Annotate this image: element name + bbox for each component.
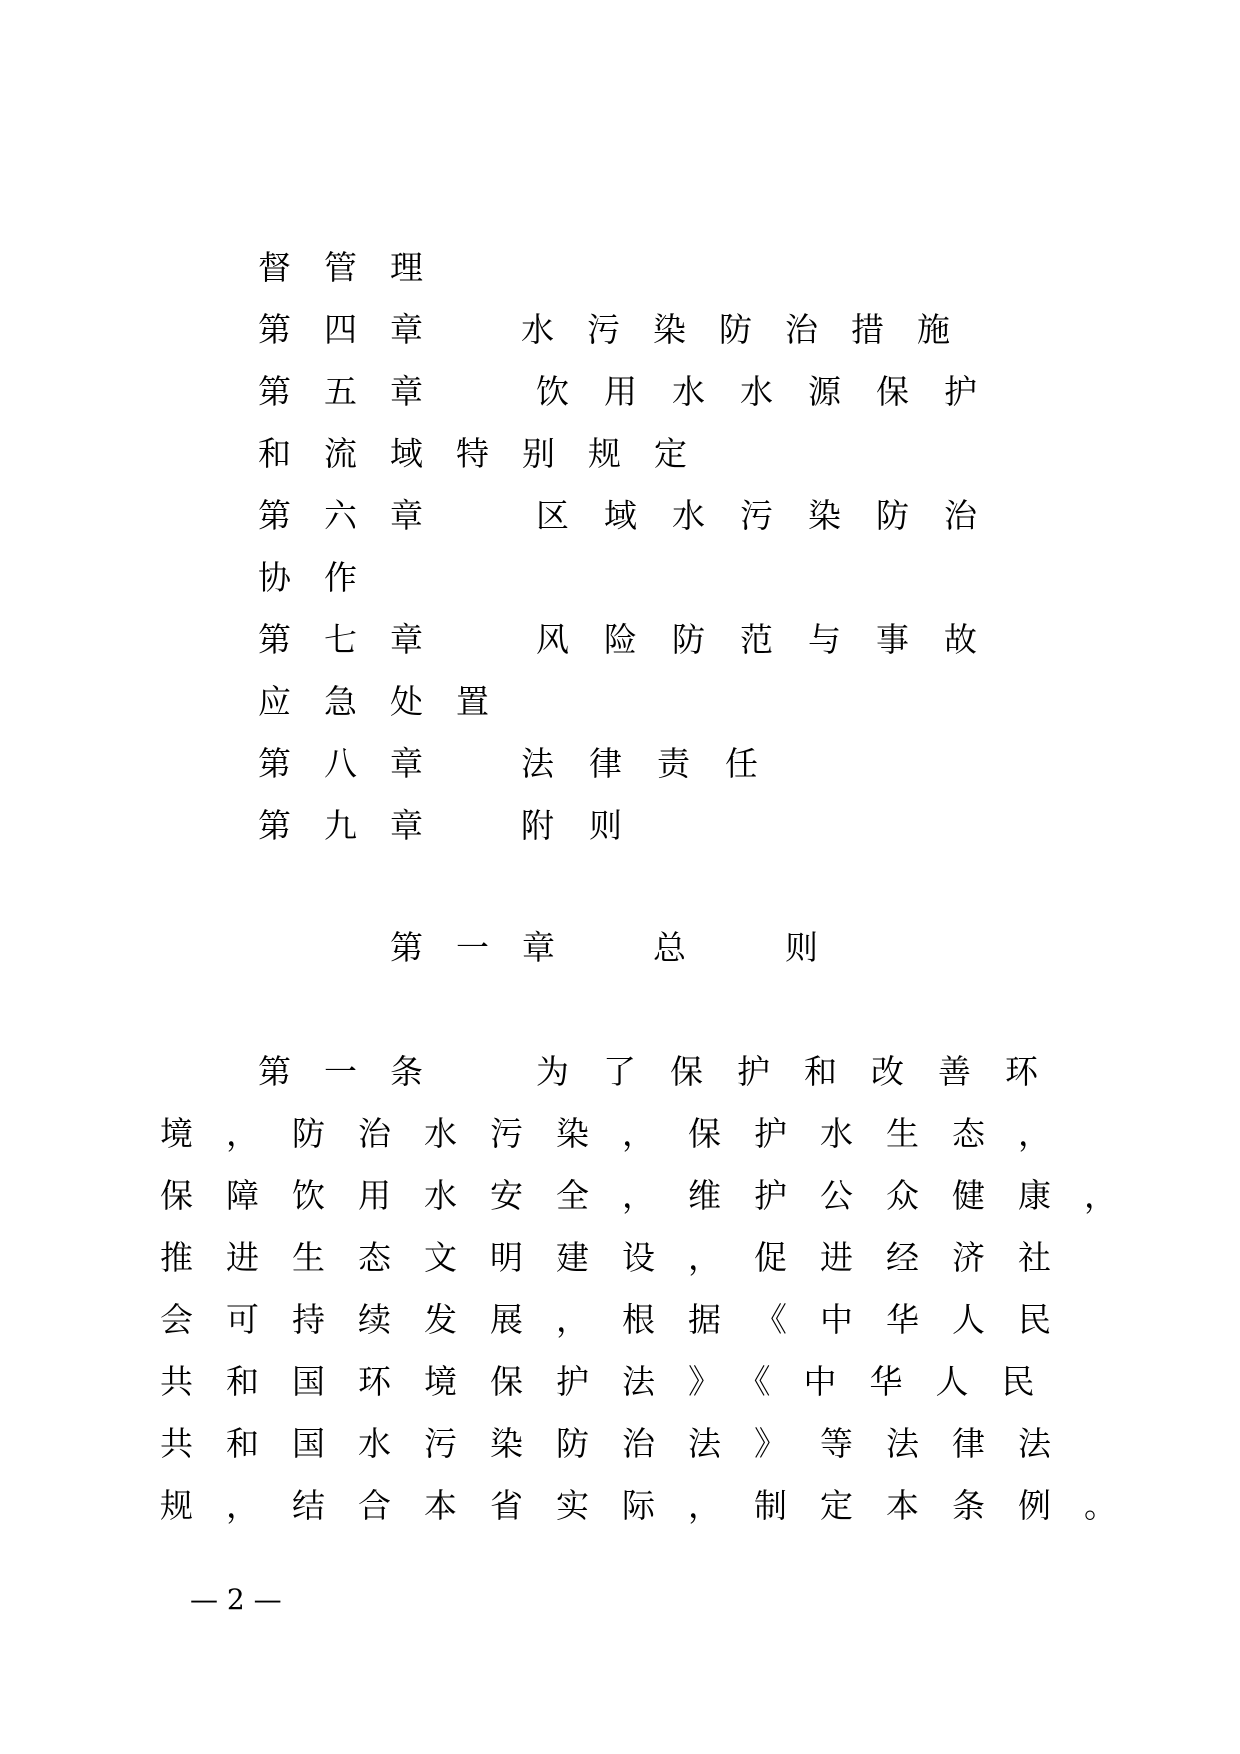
article-line (160, 1357, 1068, 1407)
chapter-number: 第八章 (258, 744, 456, 783)
article-text: 会可持续发展，根据《中华人民 (160, 1300, 1084, 1339)
chapter-title: 饮用水水源保护 (536, 372, 1012, 411)
toc-text: 应急处置 (258, 682, 522, 721)
chapter-title: 风险防范与事故 (536, 620, 1012, 659)
chapter-number: 第五章 (258, 372, 456, 411)
chapter-title: 法律责任 (521, 744, 793, 783)
article-line (160, 1233, 1084, 1283)
article-line (160, 1419, 1084, 1469)
article-text: 为了保护和改善环 (536, 1052, 1072, 1091)
chapter-heading (390, 923, 818, 973)
article-text: 规，结合本省实际，制定本条例。 (160, 1486, 1150, 1525)
article-line (160, 1295, 1084, 1345)
toc-line (258, 677, 522, 727)
toc-line (258, 491, 1012, 541)
article-text: 保障饮用水安全，维护公众健康， (160, 1176, 1150, 1215)
toc-line (258, 305, 983, 355)
chapter-number: 第七章 (258, 620, 456, 659)
article-text: 共和国环境保护法》《中华人民 (160, 1362, 1068, 1401)
toc-line (258, 615, 1012, 665)
toc-line (258, 367, 1012, 417)
toc-text: 协作 (258, 558, 390, 597)
article-text: 境，防治水污染，保护水生态， (160, 1114, 1084, 1153)
article-line (160, 1171, 1150, 1221)
article-label: 第一条 (258, 1052, 456, 1091)
chapter-title: 附则 (521, 806, 657, 845)
article-text: 共和国水污染防治法》等法律法 (160, 1424, 1084, 1463)
article-line (160, 1109, 1084, 1159)
article-line (258, 1047, 1072, 1097)
chapter-number: 第九章 (258, 806, 456, 845)
chapter-number: 第四章 (258, 310, 456, 349)
chapter-title: 水污染防治措施 (521, 310, 983, 349)
chapter-number: 第六章 (258, 496, 456, 535)
page-number: — 2 — (190, 1583, 282, 1616)
toc-line (258, 801, 657, 851)
toc-line (258, 739, 793, 789)
chapter-heading-number: 第一章 (390, 928, 588, 967)
article-line (160, 1481, 1150, 1531)
article-text: 推进生态文明建设，促进经济社 (160, 1238, 1084, 1277)
toc-line (258, 553, 390, 603)
toc-line (258, 243, 456, 293)
chapter-heading-title-b: 则 (785, 928, 818, 967)
chapter-title: 区域水污染防治 (536, 496, 1012, 535)
toc-text: 和流域特别规定 (258, 434, 720, 473)
toc-line (258, 429, 720, 479)
chapter-heading-title-a: 总 (653, 928, 686, 967)
toc-text: 督管理 (258, 248, 456, 287)
